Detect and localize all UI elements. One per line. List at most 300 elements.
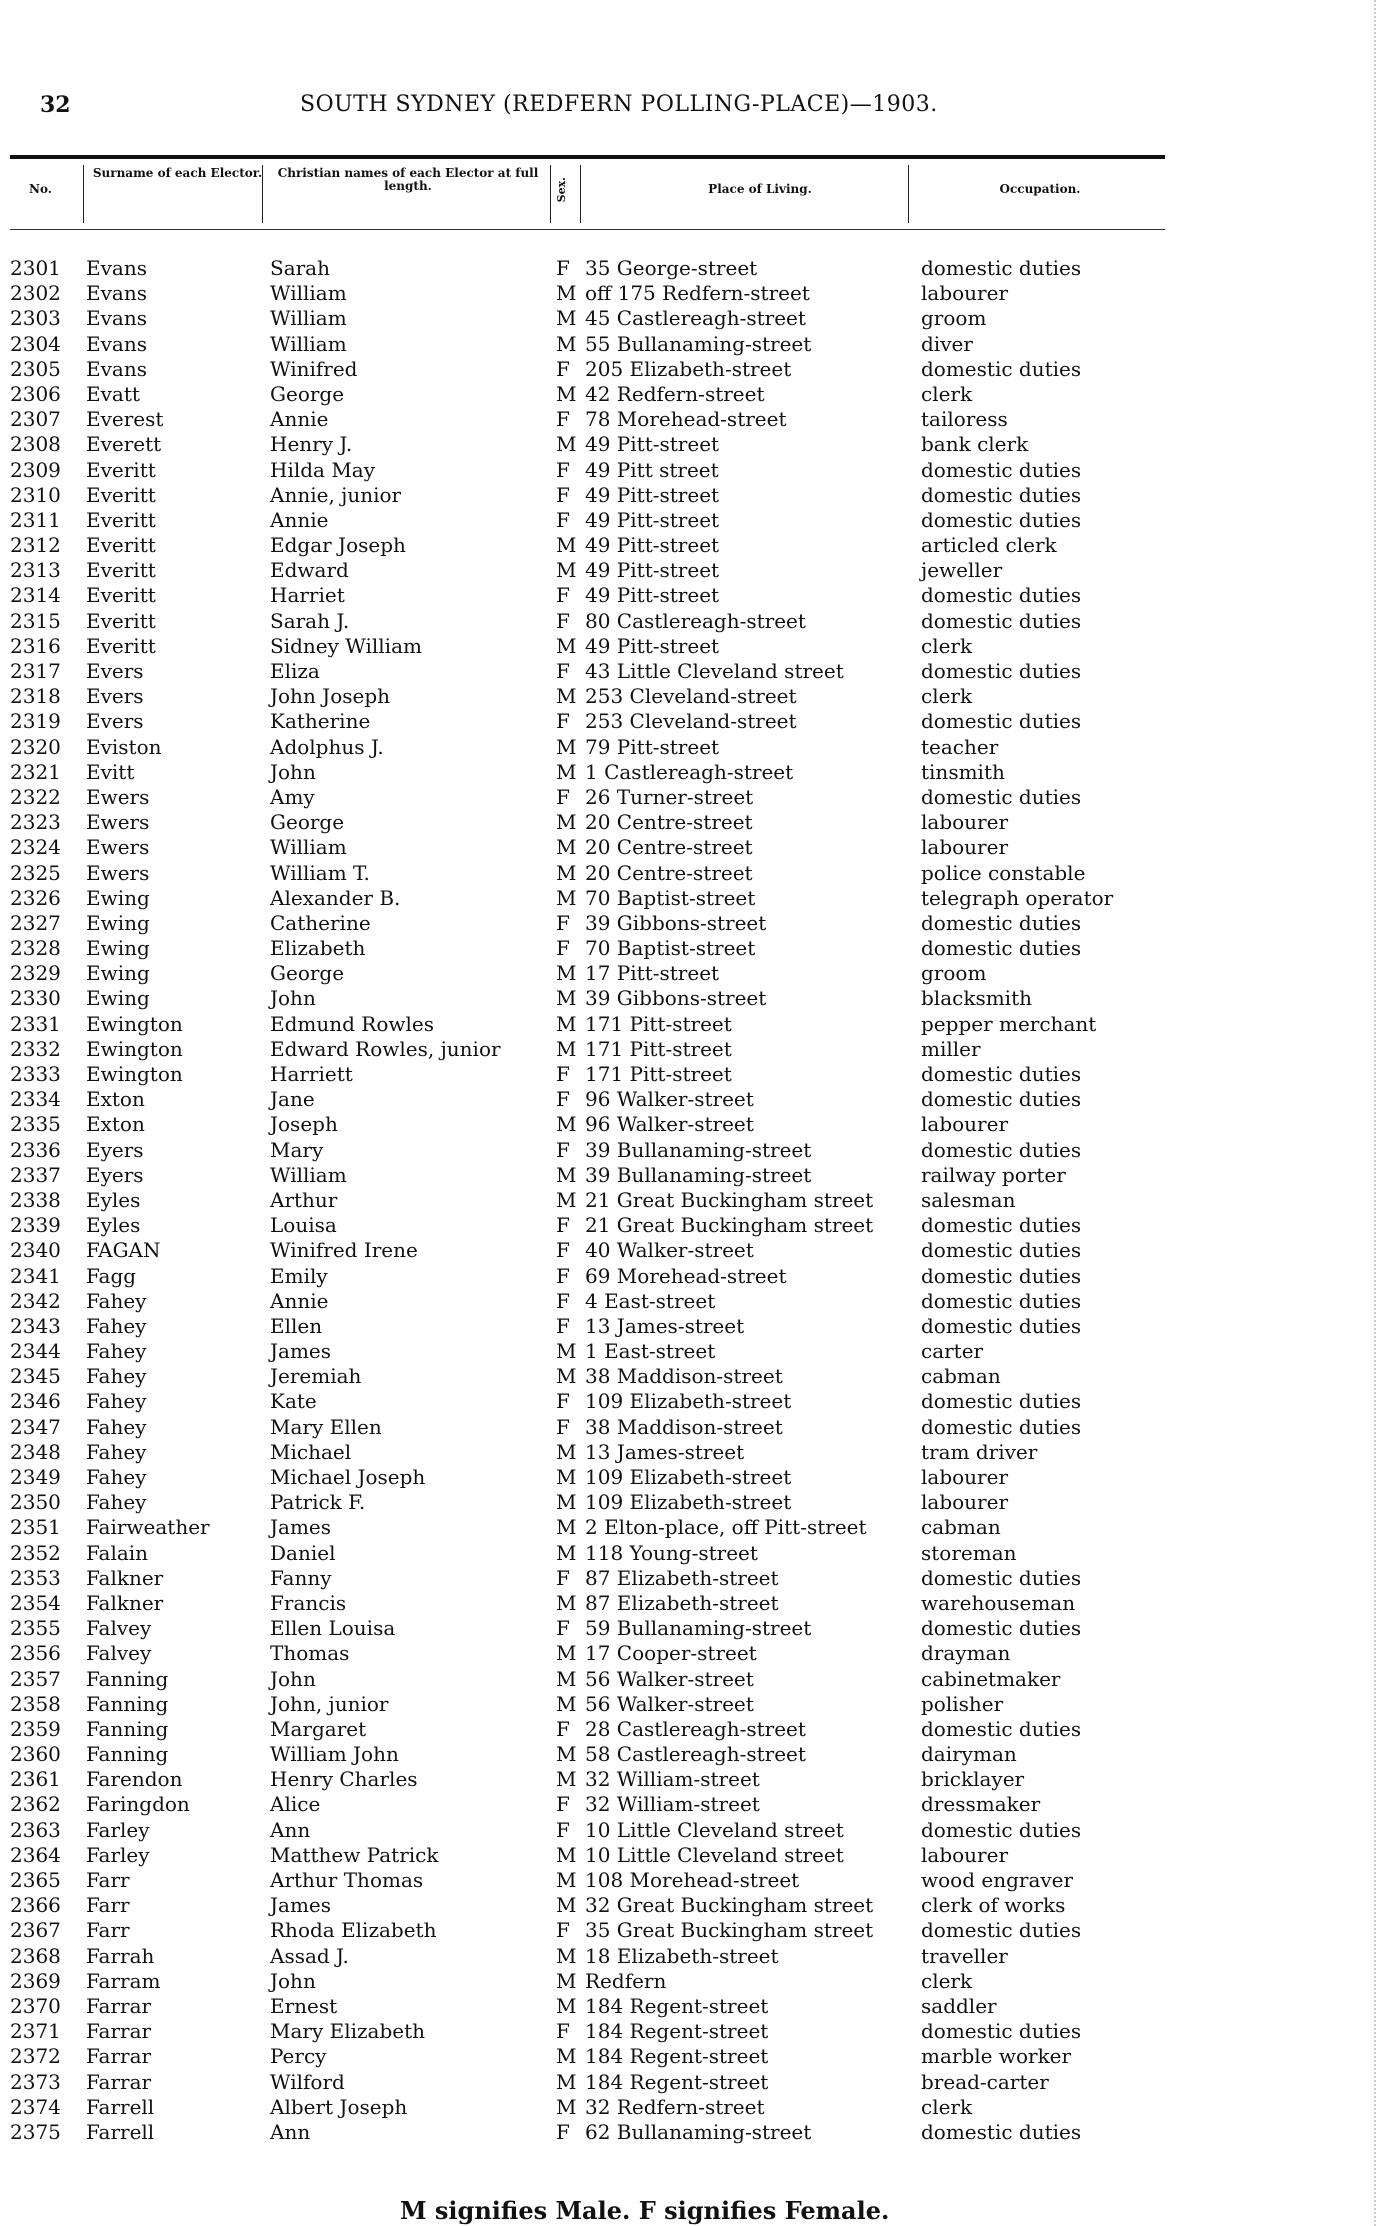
sex-legend: M signifies Male. F signifies Female. <box>400 2196 890 2225</box>
occupation: domestic duties <box>921 1565 1082 1590</box>
occupation: domestic duties <box>921 1087 1082 1112</box>
christian-names: Daniel <box>270 1540 336 1565</box>
elector-number: 2340 <box>10 1238 61 1263</box>
christian-names: Jane <box>270 1087 315 1112</box>
elector-number: 2345 <box>10 1364 61 1389</box>
occupation: diver <box>921 331 973 356</box>
sex: F <box>556 608 570 633</box>
elector-number: 2330 <box>10 986 61 1011</box>
sex: M <box>556 1641 577 1666</box>
place-of-living: 171 Pitt-street <box>585 1036 732 1061</box>
surname: Fahey <box>86 1288 147 1313</box>
elector-number: 2331 <box>10 1011 61 1036</box>
surname: Evers <box>86 709 144 734</box>
sex: F <box>556 784 570 809</box>
place-of-living: 108 Morehead-street <box>585 1868 800 1892</box>
surname: Everitt <box>86 558 156 583</box>
table-row <box>0 1339 1382 1364</box>
occupation: labourer <box>921 810 1009 835</box>
table-row <box>0 609 1382 634</box>
table-row <box>0 709 1382 734</box>
sex: M <box>556 860 577 885</box>
occupation: railway porter <box>921 1162 1066 1187</box>
place-of-living: 58 Castlereagh-street <box>585 1742 806 1767</box>
table-row <box>0 936 1382 961</box>
table-row <box>0 1717 1382 1742</box>
place-of-living: 32 William-street <box>585 1792 760 1817</box>
place-of-living: 38 Maddison-street <box>585 1414 783 1439</box>
place-of-living: 96 Walker-street <box>585 1112 754 1137</box>
christian-names: William <box>270 835 347 860</box>
surname: Farley <box>86 1817 150 1842</box>
place-of-living: 253 Cleveland-street <box>585 684 797 709</box>
occupation: domestic duties <box>921 583 1082 608</box>
sex: F <box>556 1414 570 1439</box>
christian-names: Jeremiah <box>270 1364 362 1389</box>
christian-names: Michael <box>270 1439 352 1464</box>
place-of-living: 109 Elizabeth-street <box>585 1465 792 1489</box>
surname: Evans <box>86 356 147 381</box>
occupation: labourer <box>921 1465 1009 1489</box>
sex: F <box>556 910 570 935</box>
sex: F <box>556 1313 570 1338</box>
sex: M <box>556 1364 577 1389</box>
place-of-living: 10 Little Cleveland street <box>585 1842 844 1867</box>
christian-names: Mary <box>270 1137 324 1162</box>
elector-number: 2350 <box>10 1490 61 1515</box>
elector-number: 2334 <box>10 1087 61 1112</box>
occupation: domestic duties <box>921 1616 1082 1641</box>
table-row <box>0 306 1382 331</box>
surname: Ewing <box>86 910 150 935</box>
header-surname: Surname of each Elector. <box>92 166 263 180</box>
place-of-living: 55 Bullanaming-street <box>585 331 812 356</box>
sex: F <box>556 1389 570 1414</box>
table-row <box>0 1692 1382 1717</box>
surname: Fahey <box>86 1414 147 1439</box>
sex: F <box>556 482 570 507</box>
sex: M <box>556 1439 577 1464</box>
christian-names: Fanny <box>270 1565 332 1590</box>
table-row <box>0 760 1382 785</box>
header-sex: Sex. <box>555 177 568 203</box>
occupation: storeman <box>921 1540 1017 1565</box>
place-of-living: 171 Pitt-street <box>585 1011 732 1036</box>
surname: Ewing <box>86 986 150 1011</box>
occupation: carter <box>921 1339 984 1364</box>
sex: M <box>556 633 577 658</box>
place-of-living: 184 Regent-street <box>585 2069 769 2094</box>
place-of-living: 21 Great Buckingham street <box>585 1213 874 1238</box>
table-row <box>0 332 1382 357</box>
sex: M <box>556 1868 577 1892</box>
christian-names: Wilford <box>270 2069 345 2094</box>
place-of-living: 17 Cooper-street <box>585 1641 757 1666</box>
christian-names: Ellen <box>270 1313 323 1338</box>
christian-names: Adolphus J. <box>270 734 384 759</box>
table-row <box>0 2095 1382 2120</box>
table-row <box>0 1541 1382 1566</box>
table-row <box>0 785 1382 810</box>
christian-names: Patrick F. <box>270 1490 366 1515</box>
occupation: groom <box>921 306 987 331</box>
table-row <box>0 1969 1382 1994</box>
table-row <box>0 483 1382 508</box>
elector-number: 2375 <box>10 2119 61 2144</box>
elector-number: 2314 <box>10 583 61 608</box>
table-row <box>0 1062 1382 1087</box>
table-row <box>0 1667 1382 1692</box>
occupation: domestic duties <box>921 1817 1082 1842</box>
sex: F <box>556 2119 570 2144</box>
christian-names: Ellen Louisa <box>270 1616 396 1641</box>
table-row <box>0 1742 1382 1767</box>
sex: M <box>556 1893 577 1918</box>
sex: M <box>556 1943 577 1968</box>
occupation: telegraph operator <box>921 885 1114 910</box>
occupation: salesman <box>921 1187 1016 1212</box>
table-row <box>0 558 1382 583</box>
sex: M <box>556 558 577 583</box>
header-christian: Christian names of each Elector at full length. <box>277 166 539 193</box>
sex: M <box>556 1465 577 1489</box>
place-of-living: 10 Little Cleveland street <box>585 1817 844 1842</box>
place-of-living: 32 William-street <box>585 1767 760 1792</box>
occupation: blacksmith <box>921 986 1032 1011</box>
sex: F <box>556 507 570 532</box>
table-row <box>0 1188 1382 1213</box>
surname: Everitt <box>86 633 156 658</box>
surname: Fahey <box>86 1389 147 1414</box>
elector-number: 2364 <box>10 1842 61 1867</box>
surname: Farr <box>86 1868 130 1892</box>
place-of-living: 56 Walker-street <box>585 1691 754 1716</box>
occupation: articled clerk <box>921 533 1057 558</box>
surname: Fanning <box>86 1691 169 1716</box>
elector-number: 2306 <box>10 381 61 406</box>
occupation: drayman <box>921 1641 1011 1666</box>
surname: Evers <box>86 684 144 709</box>
place-of-living: 20 Centre-street <box>585 860 753 885</box>
occupation: domestic duties <box>921 1414 1082 1439</box>
place-of-living: 39 Gibbons-street <box>585 986 767 1011</box>
christian-names: William <box>270 281 347 306</box>
elector-number: 2301 <box>10 256 61 280</box>
elector-number: 2360 <box>10 1742 61 1767</box>
place-of-living: 1 East-street <box>585 1339 716 1364</box>
table-row <box>0 735 1382 760</box>
sex: M <box>556 1187 577 1212</box>
table-row <box>0 1112 1382 1137</box>
occupation: domestic duties <box>921 936 1082 961</box>
sex: M <box>556 2094 577 2119</box>
table-row <box>0 1893 1382 1918</box>
sex: M <box>556 1691 577 1716</box>
place-of-living: 39 Bullanaming-street <box>585 1162 812 1187</box>
elector-number: 2308 <box>10 432 61 457</box>
sex: F <box>556 2019 570 2044</box>
table-row <box>0 1389 1382 1414</box>
occupation: domestic duties <box>921 457 1082 482</box>
surname: Fairweather <box>86 1515 210 1540</box>
sex: F <box>556 1616 570 1641</box>
surname: Farram <box>86 1968 161 1993</box>
table-row <box>0 1264 1382 1289</box>
sex: F <box>556 1213 570 1238</box>
elector-number: 2339 <box>10 1213 61 1238</box>
occupation: domestic duties <box>921 1263 1082 1288</box>
table-row <box>0 1792 1382 1817</box>
elector-number: 2302 <box>10 281 61 306</box>
elector-number: 2319 <box>10 709 61 734</box>
table-row <box>0 886 1382 911</box>
occupation: clerk <box>921 381 973 406</box>
place-of-living: 49 Pitt-street <box>585 583 720 608</box>
christian-names: Assad J. <box>270 1943 349 1968</box>
table-row <box>0 1868 1382 1893</box>
surname: Farrar <box>86 1993 152 2018</box>
elector-number: 2332 <box>10 1036 61 1061</box>
surname: Fanning <box>86 1666 169 1691</box>
sex: M <box>556 810 577 835</box>
christian-names: Rhoda Elizabeth <box>270 1918 437 1943</box>
occupation: tinsmith <box>921 759 1005 784</box>
occupation: jeweller <box>921 558 1003 583</box>
elector-number: 2318 <box>10 684 61 709</box>
surname: Farrah <box>86 1943 155 1968</box>
elector-number: 2358 <box>10 1691 61 1716</box>
occupation: clerk <box>921 2094 973 2119</box>
elector-number: 2303 <box>10 306 61 331</box>
occupation: domestic duties <box>921 1137 1082 1162</box>
christian-names: Alexander B. <box>270 885 401 910</box>
place-of-living: 35 Great Buckingham street <box>585 1918 874 1943</box>
sex: F <box>556 1087 570 1112</box>
occupation: clerk <box>921 633 973 658</box>
table-row <box>0 1616 1382 1641</box>
surname: Farrar <box>86 2069 152 2094</box>
surname: Ewing <box>86 885 150 910</box>
place-of-living: 205 Elizabeth-street <box>585 356 792 381</box>
sex: M <box>556 684 577 709</box>
surname: Farr <box>86 1893 130 1918</box>
elector-number: 2346 <box>10 1389 61 1414</box>
elector-number: 2315 <box>10 608 61 633</box>
christian-names: Amy <box>270 784 315 809</box>
surname: Evans <box>86 256 147 280</box>
elector-number: 2338 <box>10 1187 61 1212</box>
occupation: labourer <box>921 1112 1009 1137</box>
occupation: domestic duties <box>921 1313 1082 1338</box>
table-row <box>0 1818 1382 1843</box>
table-row <box>0 1037 1382 1062</box>
surname: Ewers <box>86 810 150 835</box>
table-row <box>0 861 1382 886</box>
surname: Fanning <box>86 1742 169 1767</box>
elector-number: 2367 <box>10 1918 61 1943</box>
place-of-living: 32 Redfern-street <box>585 2094 765 2119</box>
elector-number: 2328 <box>10 936 61 961</box>
occupation: tram driver <box>921 1439 1038 1464</box>
surname: Fanning <box>86 1716 169 1741</box>
christian-names: George <box>270 810 345 835</box>
christian-names: Elizabeth <box>270 936 366 961</box>
elector-number: 2321 <box>10 759 61 784</box>
table-row <box>0 1289 1382 1314</box>
christian-names: Arthur <box>270 1187 338 1212</box>
sex: M <box>556 381 577 406</box>
elector-number: 2323 <box>10 810 61 835</box>
elector-number: 2310 <box>10 482 61 507</box>
elector-number: 2356 <box>10 1641 61 1666</box>
sex: F <box>556 1918 570 1943</box>
place-of-living: 18 Elizabeth-street <box>585 1943 779 1968</box>
christian-names: Ernest <box>270 1993 338 2018</box>
sex: M <box>556 1767 577 1792</box>
sex: M <box>556 1162 577 1187</box>
sex: M <box>556 281 577 306</box>
place-of-living: 62 Bullanaming-street <box>585 2119 812 2144</box>
christian-names: Ann <box>270 2119 311 2144</box>
elector-number: 2311 <box>10 507 61 532</box>
place-of-living: 13 James-street <box>585 1313 745 1338</box>
elector-number: 2313 <box>10 558 61 583</box>
sex: M <box>556 1339 577 1364</box>
sex: M <box>556 432 577 457</box>
elector-number: 2341 <box>10 1263 61 1288</box>
christian-names: Edmund Rowles <box>270 1011 435 1036</box>
surname: Falain <box>86 1540 149 1565</box>
place-of-living: 26 Turner-street <box>585 784 754 809</box>
occupation: labourer <box>921 1842 1009 1867</box>
sex: M <box>556 331 577 356</box>
sex: M <box>556 885 577 910</box>
surname: Fahey <box>86 1364 147 1389</box>
place-of-living: 1 Castlereagh-street <box>585 759 794 784</box>
place-of-living: 69 Morehead-street <box>585 1263 787 1288</box>
table-row <box>0 508 1382 533</box>
occupation: cabman <box>921 1515 1001 1540</box>
surname: Ewington <box>86 1062 183 1086</box>
elector-number: 2312 <box>10 533 61 558</box>
place-of-living: 49 Pitt-street <box>585 432 720 457</box>
surname: Everitt <box>86 457 156 482</box>
table-row <box>0 1163 1382 1188</box>
surname: Ewers <box>86 784 150 809</box>
occupation: domestic duties <box>921 608 1082 633</box>
table-row <box>0 432 1382 457</box>
elector-number: 2353 <box>10 1565 61 1590</box>
christian-names: Albert Joseph <box>270 2094 408 2119</box>
christian-names: Ann <box>270 1817 311 1842</box>
place-of-living: 21 Great Buckingham street <box>585 1187 874 1212</box>
elector-number: 2329 <box>10 961 61 986</box>
surname: Falkner <box>86 1565 164 1590</box>
place-of-living: 35 George-street <box>585 256 758 280</box>
sex: M <box>556 1036 577 1061</box>
christian-names: Sidney William <box>270 633 422 658</box>
sex: F <box>556 1137 570 1162</box>
surname: Farrell <box>86 2094 155 2119</box>
table-row <box>0 1415 1382 1440</box>
occupation: traveller <box>921 1943 1008 1968</box>
sex: F <box>556 1565 570 1590</box>
table-row <box>0 1087 1382 1112</box>
occupation: domestic duties <box>921 1918 1082 1943</box>
table-row <box>0 835 1382 860</box>
christian-names: Catherine <box>270 910 371 935</box>
christian-names: Annie <box>270 407 329 432</box>
place-of-living: 87 Elizabeth-street <box>585 1590 779 1615</box>
christian-names: Thomas <box>270 1641 350 1666</box>
table-row <box>0 2044 1382 2069</box>
occupation: dressmaker <box>921 1792 1041 1817</box>
surname: Fahey <box>86 1439 147 1464</box>
sex: M <box>556 1590 577 1615</box>
christian-names: Edgar Joseph <box>270 533 406 558</box>
place-of-living: 118 Young-street <box>585 1540 758 1565</box>
place-of-living: 78 Morehead-street <box>585 407 787 432</box>
occupation: clerk <box>921 1968 973 1993</box>
elector-number: 2317 <box>10 659 61 683</box>
place-of-living: 56 Walker-street <box>585 1666 754 1691</box>
christian-names: Annie, junior <box>270 482 402 507</box>
surname: Evans <box>86 306 147 331</box>
sex: M <box>556 1993 577 2018</box>
sex: F <box>556 1288 570 1313</box>
place-of-living: 184 Regent-street <box>585 1993 769 2018</box>
place-of-living: 43 Little Cleveland street <box>585 659 844 683</box>
sex: M <box>556 1011 577 1036</box>
occupation: groom <box>921 961 987 986</box>
christian-names: George <box>270 961 345 986</box>
occupation: dairyman <box>921 1742 1017 1767</box>
surname: Everest <box>86 407 164 432</box>
surname: Ewing <box>86 936 150 961</box>
elector-number: 2320 <box>10 734 61 759</box>
sex: M <box>556 1666 577 1691</box>
christian-names: Harriet <box>270 583 345 608</box>
surname: Falkner <box>86 1590 164 1615</box>
table-row <box>0 458 1382 483</box>
sex: M <box>556 1742 577 1767</box>
surname: Fahey <box>86 1465 147 1489</box>
surname: Farrell <box>86 2119 155 2144</box>
place-of-living: 59 Bullanaming-street <box>585 1616 812 1641</box>
occupation: saddler <box>921 1993 997 2018</box>
elector-number: 2348 <box>10 1439 61 1464</box>
elector-number: 2362 <box>10 1792 61 1817</box>
christian-names: John Joseph <box>270 684 391 709</box>
place-of-living: 45 Castlereagh-street <box>585 306 806 331</box>
page-number: 32 <box>40 92 71 118</box>
place-of-living: 2 Elton-place, off Pitt-street <box>585 1515 867 1540</box>
sex: F <box>556 936 570 961</box>
elector-number: 2326 <box>10 885 61 910</box>
table-header <box>10 155 1165 230</box>
place-of-living: 32 Great Buckingham street <box>585 1893 874 1918</box>
place-of-living: 20 Centre-street <box>585 810 753 835</box>
surname: Farr <box>86 1918 130 1943</box>
elector-number: 2336 <box>10 1137 61 1162</box>
surname: Exton <box>86 1112 145 1137</box>
elector-number: 2372 <box>10 2044 61 2069</box>
place-of-living: 49 Pitt-street <box>585 482 720 507</box>
elector-number: 2307 <box>10 407 61 432</box>
occupation: domestic duties <box>921 1288 1082 1313</box>
table-row <box>0 1440 1382 1465</box>
place-of-living: 42 Redfern-street <box>585 381 765 406</box>
